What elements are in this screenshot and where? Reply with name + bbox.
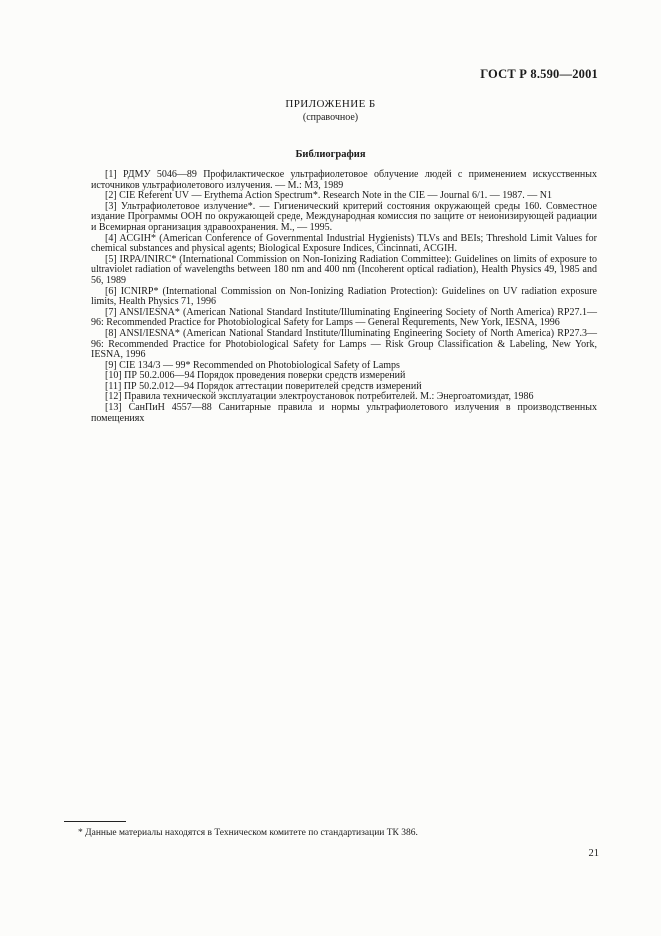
reference-item: [6] ICNIRP* (International Commission on Non-Ionizing Radiation Protection): Guidelines on UV radiation exposure limits, Health Physics 71, 1996 [91, 285, 597, 308]
reference-item: [2] CIE Referent UV — Erythema Action Spectrum*. Research Note in the CIE — Journal 6/1. — 1987. — N1 [105, 190, 552, 202]
footnote: * Данные материалы находятся в Техническом комитете по стандартизации ТК 386. [78, 828, 418, 838]
reference-item: [9] CIE 134/3 — 99* Recommended on Photobiological Safety of Lamps [105, 359, 400, 371]
reference-item: [1] РДМУ 5046—89 Профилактическое ультрафиолетовое облучение людей с применением искусственных источников ультрафиолетового излучения. — М.: МЗ, 1989 [91, 169, 597, 191]
reference-item: [11] ПР 50.2.012—94 Порядок аттестации поверителей средств измерений [105, 380, 422, 392]
reference-item: [10] ПР 50.2.006—94 Порядок проведения поверки средств измерений [105, 370, 406, 382]
appendix-subtitle: (справочное) [302, 112, 359, 123]
reference-item: [3] Ультрафиолетовое излучение*. — Гигиенический критерий состояния окружающей среды 160. Совместное издание Программы ООН по окружающей среде, Международная комиссия по защите от неионизирующей радиации и Всемирная организация здравоохранения. М., — 1995. [91, 200, 597, 233]
reference-item: [13] СанПиН 4557—88 Санитарные правила и нормы ультрафиолетового излучения в производственных помещениях [91, 402, 597, 424]
appendix-title: ПРИЛОЖЕНИЕ Б [285, 98, 376, 110]
reference-list [91, 170, 597, 424]
bibliography-title: Библиография [295, 149, 366, 160]
page-number: 21 [588, 848, 599, 859]
footnote-divider [64, 821, 126, 822]
reference-item: [7] ANSI/IESNA* (American National Standard Institute/Illuminating Engineering Society of North America) RP27.1—96: Recommended Practice for Photobiological Safety for Lamps — General Requrements, New York, IESNA, 1996 [91, 306, 597, 329]
reference-item: [8] ANSI/IESNA* (American National Standard Institute/Illuminating Engineering Society of North America) RP27.3—96: Recommended Practice for Photobiological Safety for Lamps — Risk Group Classification & Labeling, New York, IESNA, 1996 [91, 327, 597, 361]
reference-item: [5] IRPA/INIRC* (International Commission on Non-Ionizing Radiation Committee): Guidelines on limits of exposure to ultraviolet radiation of wavelengths between 180 nm and 400 nm (Incoherent optical radiation), Health Physics 49, 1985 and 56, 1989 [91, 253, 597, 286]
reference-item: [12] Правила технической эксплуатации электроустановок потребителей. М.: Энергоатомиздат, 1986 [105, 391, 534, 403]
document-code: ГОСТ Р 8.590—2001 [480, 67, 598, 81]
reference-item: [4] ACGIH* (American Conference of Governmental Industrial Hygienists) TLVs and BEIs; Threshold Limit Values for chemical substances and physical agents; Biological Exposure Indices, Cincinnati, ACGIH. [91, 232, 597, 255]
